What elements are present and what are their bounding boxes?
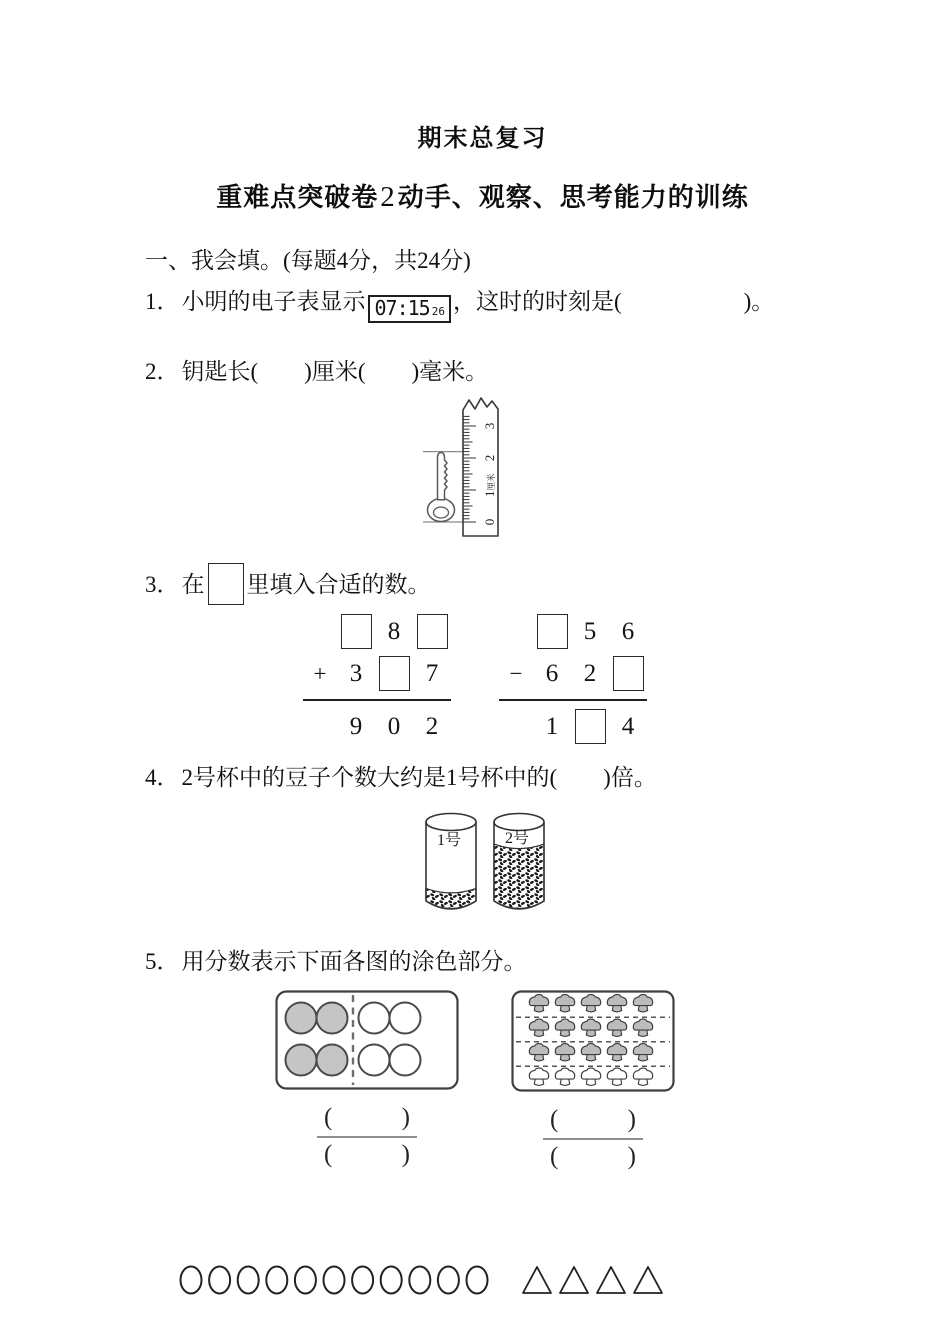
paren-open: ( [324,1140,333,1168]
question-1-close: )。 [743,289,775,314]
blank-box [537,614,568,649]
question-1-number: 1． [145,289,180,314]
counting-circle [352,1266,373,1293]
blank-box [379,656,410,691]
question-3-text-after: 里填入合适的数。 [246,572,431,598]
circle-figure-column [275,990,459,1172]
inline-blank-box [208,563,244,605]
blank-box [417,614,448,649]
unshaded-circle [390,1045,421,1076]
digit: 2 [583,659,597,687]
unshaded-circle [359,1003,390,1034]
subtraction-problem [499,613,647,745]
fraction-blank-left [317,1104,417,1170]
fraction-bar [543,1138,643,1140]
fraction-blank-right [543,1106,643,1172]
mushrooms-figure [511,990,675,1092]
question-1-text-after: ，这时的时刻是( [452,289,622,314]
counting-shapes [178,1256,820,1301]
paren-close: ) [401,1104,410,1132]
beans-fill [494,844,544,908]
digit: 6 [545,659,559,687]
shaded-circle [317,1003,348,1034]
counting-triangle [523,1267,551,1293]
digit: 4 [621,712,635,740]
subtitle-prefix: 重难点突破卷 [216,182,379,212]
digit: 1 [545,712,559,740]
clock-seconds: 26 [431,305,445,318]
shaded-circle [317,1045,348,1076]
counting-circle [438,1266,459,1293]
vertical-arithmetic-group [303,613,820,745]
blank-box [575,709,606,744]
numerator-blank [550,1106,636,1135]
digit: 9 [349,712,363,740]
question-5-number: 5． [145,948,180,974]
section-heading: 一、我会填。(每题4分，共24分) [145,248,471,273]
denominator-blank [550,1143,636,1172]
question-3-number: 3． [145,572,180,598]
key-icon [428,453,455,522]
counting-triangle [634,1267,662,1293]
subtitle-volume-number: 2 [380,181,396,213]
paren-close: ) [401,1140,410,1168]
cup-1-label: 1号 [436,831,462,849]
cup-rim [426,813,476,830]
question-5-text: 用分数表示下面各图的涂色部分。 [181,948,527,974]
digit: 6 [621,617,635,645]
question-1-text-before: 小明的电子表显示 [181,289,366,314]
digital-clock [368,295,451,323]
counting-circle [467,1266,488,1293]
fraction-bar [317,1136,417,1138]
question-4-number: 4． [145,765,180,791]
vinculum-line [303,699,451,701]
blank-box [341,614,372,649]
blank-box-cell [537,613,568,650]
question-4 [145,761,820,794]
page-subtitle [145,177,820,214]
shaded-circle [286,1003,317,1034]
digit: 8 [387,617,401,645]
subtitle-suffix: 动手、观察、思考能力的训练 [397,182,749,212]
paren-close: ) [627,1142,636,1170]
blank-box-cell [575,708,606,745]
circles-row [178,1264,518,1296]
question-2-number: 2． [145,359,180,384]
digit: 3 [349,659,363,687]
paren-open: ( [550,1106,559,1134]
cup-1-illustration [421,809,481,915]
blank-box-cell [341,613,372,650]
bean-cups-figure [421,809,820,915]
question-3-text-before: 在 [181,572,205,598]
blank-box [613,656,644,691]
counting-circle [324,1266,345,1293]
counting-circle [181,1266,202,1293]
key-ruler-figure [417,394,820,549]
page-title: 期末总复习 [417,125,548,152]
blank-box-cell [613,655,644,692]
vinculum-line [499,699,647,701]
question-2 [145,355,820,388]
counting-circle [295,1266,316,1293]
blank-box-cell [379,655,410,692]
question-2-text: 钥匙长( )厘米( )毫米。 [181,359,489,384]
counting-circle [238,1266,259,1293]
question-3 [145,563,820,605]
counting-triangle [560,1267,588,1293]
question-1 [145,285,820,323]
fraction-figures [275,990,820,1172]
addition-problem [303,613,451,745]
counting-circle [409,1266,430,1293]
ruler-label-0: 0 [482,519,497,526]
ruler-label-2: 2 [482,455,497,462]
counting-circle [381,1266,402,1293]
denominator-blank [324,1141,410,1170]
triangles-row [522,1264,682,1296]
digit: 7 [425,659,439,687]
operator: + [313,660,327,686]
mushroom-figure-column [511,990,675,1172]
operator: − [509,660,523,686]
cup-rim [494,813,544,830]
paren-open: ( [550,1142,559,1170]
shaded-circle [286,1045,317,1076]
ruler-label-1cm: 1厘米 [482,473,497,498]
key-ruler-illustration [417,394,527,544]
numerator-blank [324,1104,410,1133]
counting-circle [266,1266,287,1293]
digit: 2 [425,712,439,740]
cup-2-illustration [489,809,549,915]
unshaded-circle [390,1003,421,1034]
digit: 0 [387,712,401,740]
question-5 [145,945,820,978]
counting-circle [209,1266,230,1293]
ruler-label-3: 3 [482,423,497,430]
counting-triangle [597,1267,625,1293]
digit: 5 [583,617,597,645]
circles-figure [275,990,459,1090]
paren-open: ( [324,1104,333,1132]
question-4-text: 2号杯中的豆子个数大约是1号杯中的( )倍。 [181,765,657,791]
unshaded-circle [359,1045,390,1076]
clock-time: 07:15 [374,296,430,320]
blank-box-cell [417,613,448,650]
paren-close: ) [627,1106,636,1134]
cup-2-label: 2号 [504,829,530,847]
